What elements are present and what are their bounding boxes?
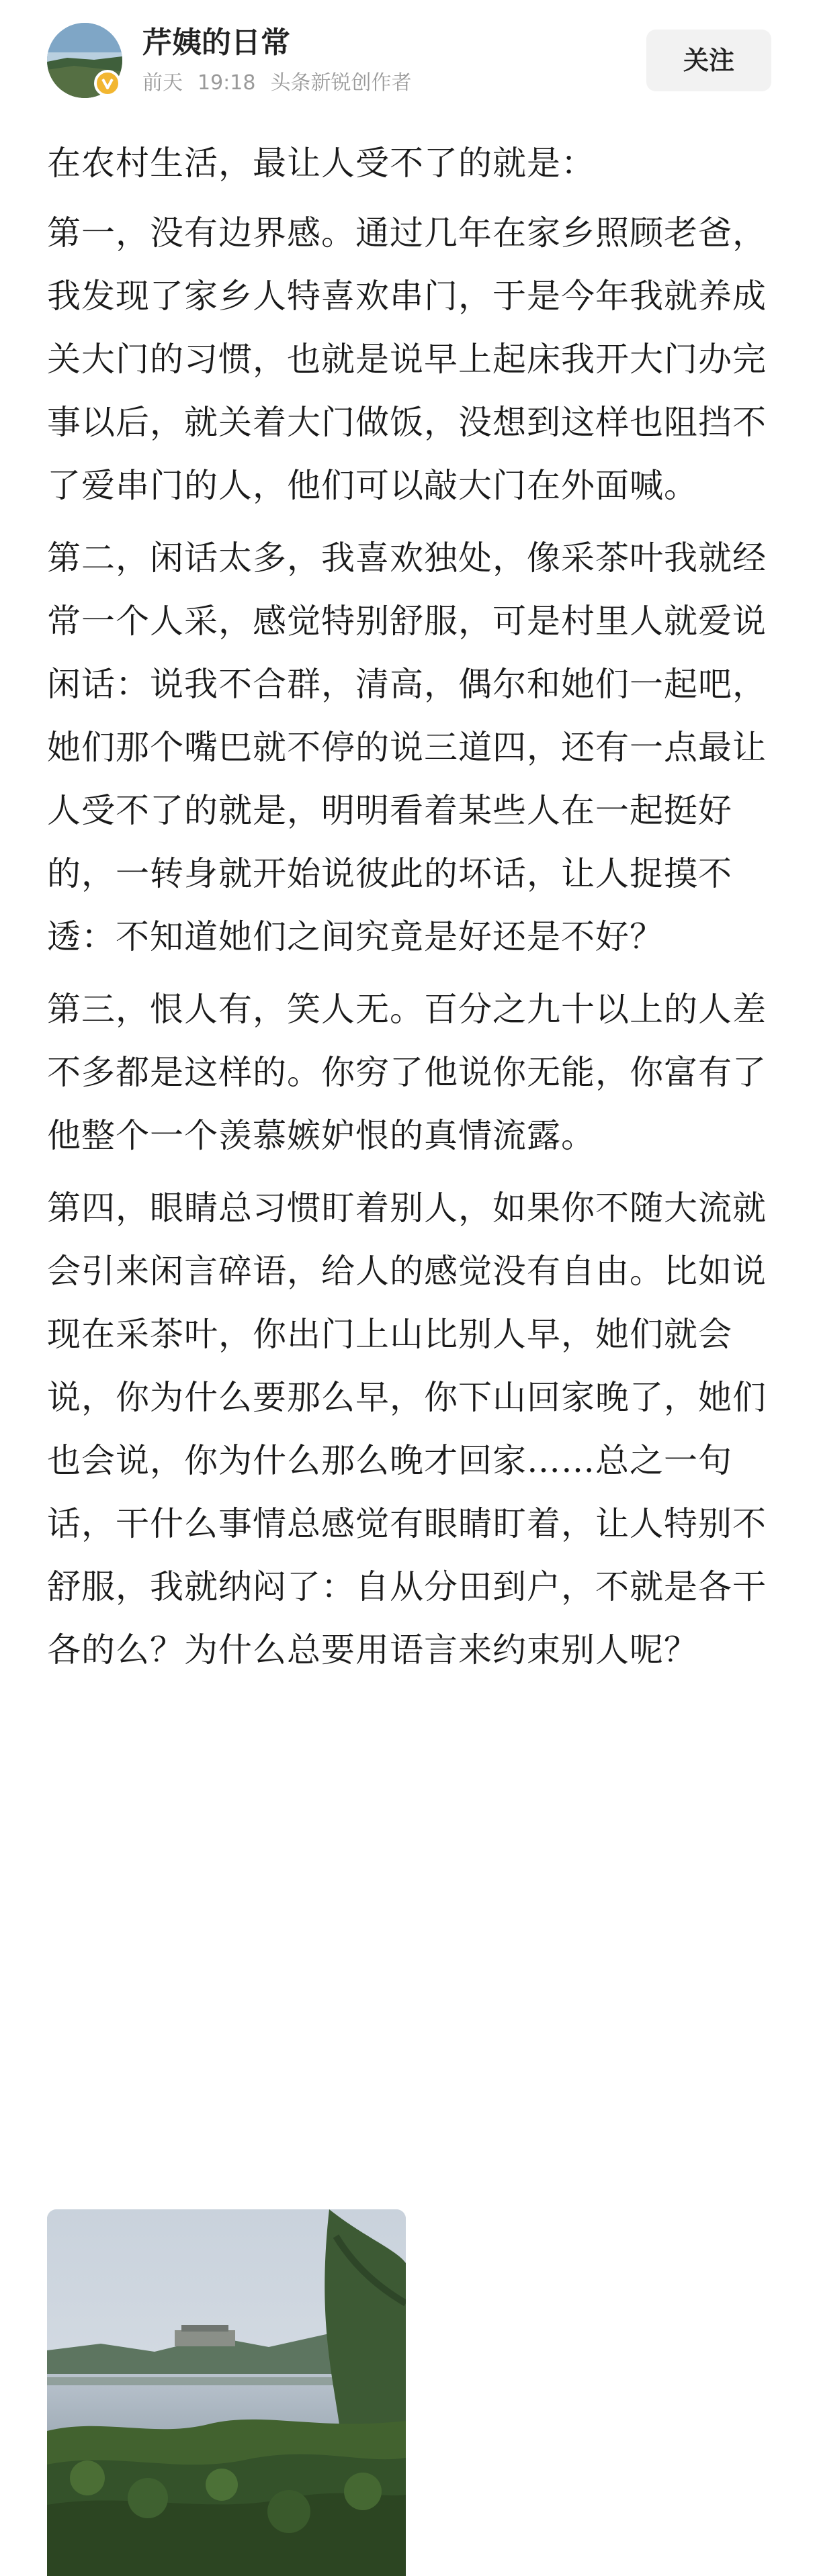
post-meta bbox=[142, 70, 426, 97]
author-title: 头条新锐创作者 bbox=[270, 71, 412, 95]
article-paragraph-3: 第三，恨人有，笑人无。百分之九十以上的人差不多都是这样的。你穷了他说你无能，你富有了他整个一个羡慕嫉妒恨的真情流露。 bbox=[47, 990, 767, 1155]
post-date: 前天 bbox=[142, 71, 183, 95]
article-body bbox=[47, 132, 773, 1691]
article-photo[interactable] bbox=[47, 2209, 406, 2576]
lake-landscape-image bbox=[47, 2209, 406, 2576]
article-intro: 在农村生活，最让人受不了的就是： bbox=[47, 144, 595, 183]
article-paragraph-4: 第四，眼睛总习惯盯着别人，如果你不随大流就会引来闲言碎语，给人的感觉没有自由。比如说现在采茶叶，你出门上山比别人早，她们就会说，你为什么要那么早，你下山回家晚了，她们也会说，你为什么那么晚才回家……总之一句话，干什么事情总感觉有眼睛盯着，让人特别不舒服，我就纳闷了：自从分田到户，不就是各干各的么？为什么总要用语言来约束别人呢？ bbox=[47, 1189, 767, 1669]
post-header bbox=[0, 0, 817, 121]
post-time: 19:18 bbox=[198, 71, 256, 95]
article-paragraph-1: 第一，没有边界感。通过几年在家乡照顾老爸，我发现了家乡人特喜欢串门，于是今年我就养成关大门的习惯，也就是说早上起床我开大门办完事以后，就关着大门做饭，没想到这样也阻挡不了爱串门的人，他们可以敲大门在外面喊。 bbox=[47, 214, 767, 505]
author-name[interactable]: 芹姨的日常 bbox=[142, 26, 290, 60]
verified-badge-icon bbox=[94, 70, 121, 97]
follow-button[interactable]: 关注 bbox=[646, 30, 771, 91]
article-paragraph-2: 第二，闲话太多，我喜欢独处，像采茶叶我就经常一个人采，感觉特别舒服，可是村里人就爱说闲话：说我不合群，清高，偶尔和她们一起吧，她们那个嘴巴就不停的说三道四，还有一点最让人受不了的就是，明明看着某些人在一起挺好的，一转身就开始说彼此的坏话，让人捉摸不透：不知道她们之间究竟是好还是不好？ bbox=[47, 539, 767, 956]
